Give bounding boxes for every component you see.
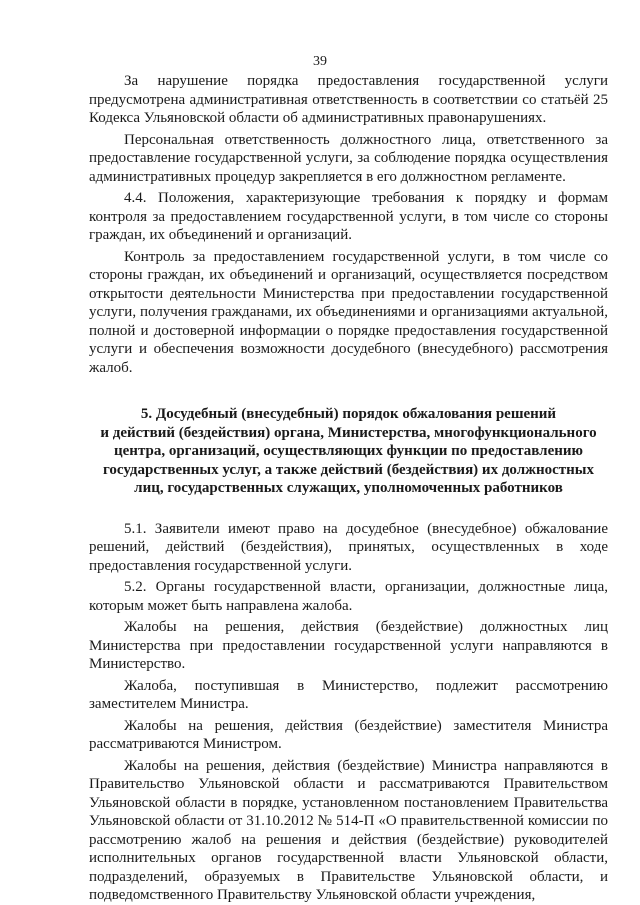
paragraph: Контроль за предоставлением государственной услуги, в том числе со стороны граждан, их объединений и организаций, осуществляется посредством открытости деятельности Министерства при предоставлении государственной услуги, получения гражданами, их объединениями и организациями актуальной, полной и достоверной информации о порядке предоставления государственной услуги и обеспечения возможности досудебного (внесудебного) рассмотрения жалоб. bbox=[89, 248, 608, 376]
document-body bbox=[89, 72, 608, 905]
section-heading-line: 5. Досудебный (внесудебный) порядок обжалования решений bbox=[140, 406, 557, 422]
section-heading bbox=[89, 405, 608, 498]
paragraph: Жалобы на решения, действия (бездействие) Министра направляются в Правительство Ульяновской области и рассматриваются Правительством Ульяновской области в порядке, установленном постановлением Правительства Ульяновской области от 31.10.2012 № 514-П «О правительственной комиссии по рассмотрению жалоб на решения и действия (бездействие) руководителей исполнительных органов государственной власти Ульяновской области, подразделений, образуемых в Правительстве Ульяновской области, и подведомственного Правительству Ульяновской области учреждения, bbox=[89, 757, 608, 903]
paragraph: 4.4. Положения, характеризующие требования к порядку и формам контроля за предоставлением государственной услуги, в том числе со стороны граждан, их объединений и организаций. bbox=[89, 190, 608, 243]
paragraph: 5.1. Заявители имеют право на досудебное (внесудебное) обжалование решений, действий (бездействия), принятых, осуществленных в ходе предоставления государственной услуги. bbox=[89, 520, 608, 574]
paragraph: Персональная ответственность должностного лица, ответственного за предоставление государственной услуги, за соблюдение порядка осуществления административных процедур закрепляется в его должностном регламенте. bbox=[89, 131, 608, 185]
paragraph: За нарушение порядка предоставления государственной услуги предусмотрена административная ответственность в соответствии со статьёй 25 Кодекса Ульяновской области об административных правонарушениях. bbox=[89, 73, 608, 126]
paragraph: 5.2. Органы государственной власти, организации, должностные лица, которым может быть направлена жалоба. bbox=[89, 579, 608, 614]
paragraph: Жалобы на решения, действия (бездействие) заместителя Министра рассматриваются Министром. bbox=[89, 717, 608, 752]
paragraph: Жалоба, поступившая в Министерство, подлежит рассмотрению заместителем Министра. bbox=[89, 677, 608, 712]
section-heading-line: и действий (бездействия) органа, Министерства, многофункционального bbox=[100, 424, 597, 441]
paragraph: Жалобы на решения, действия (бездействие) должностных лиц Министерства при предоставлении государственной услуги направляются в Министерство. bbox=[89, 619, 608, 672]
page-number: 39 bbox=[313, 54, 327, 69]
section-heading-line: лиц, государственных служащих, уполномоченных работников bbox=[134, 480, 563, 496]
section-heading-line: центра, организаций, осуществляющих функции по предоставлению bbox=[114, 443, 583, 459]
section-heading-line: государственных услуг, а также действий (бездействия) их должностных bbox=[102, 461, 595, 478]
